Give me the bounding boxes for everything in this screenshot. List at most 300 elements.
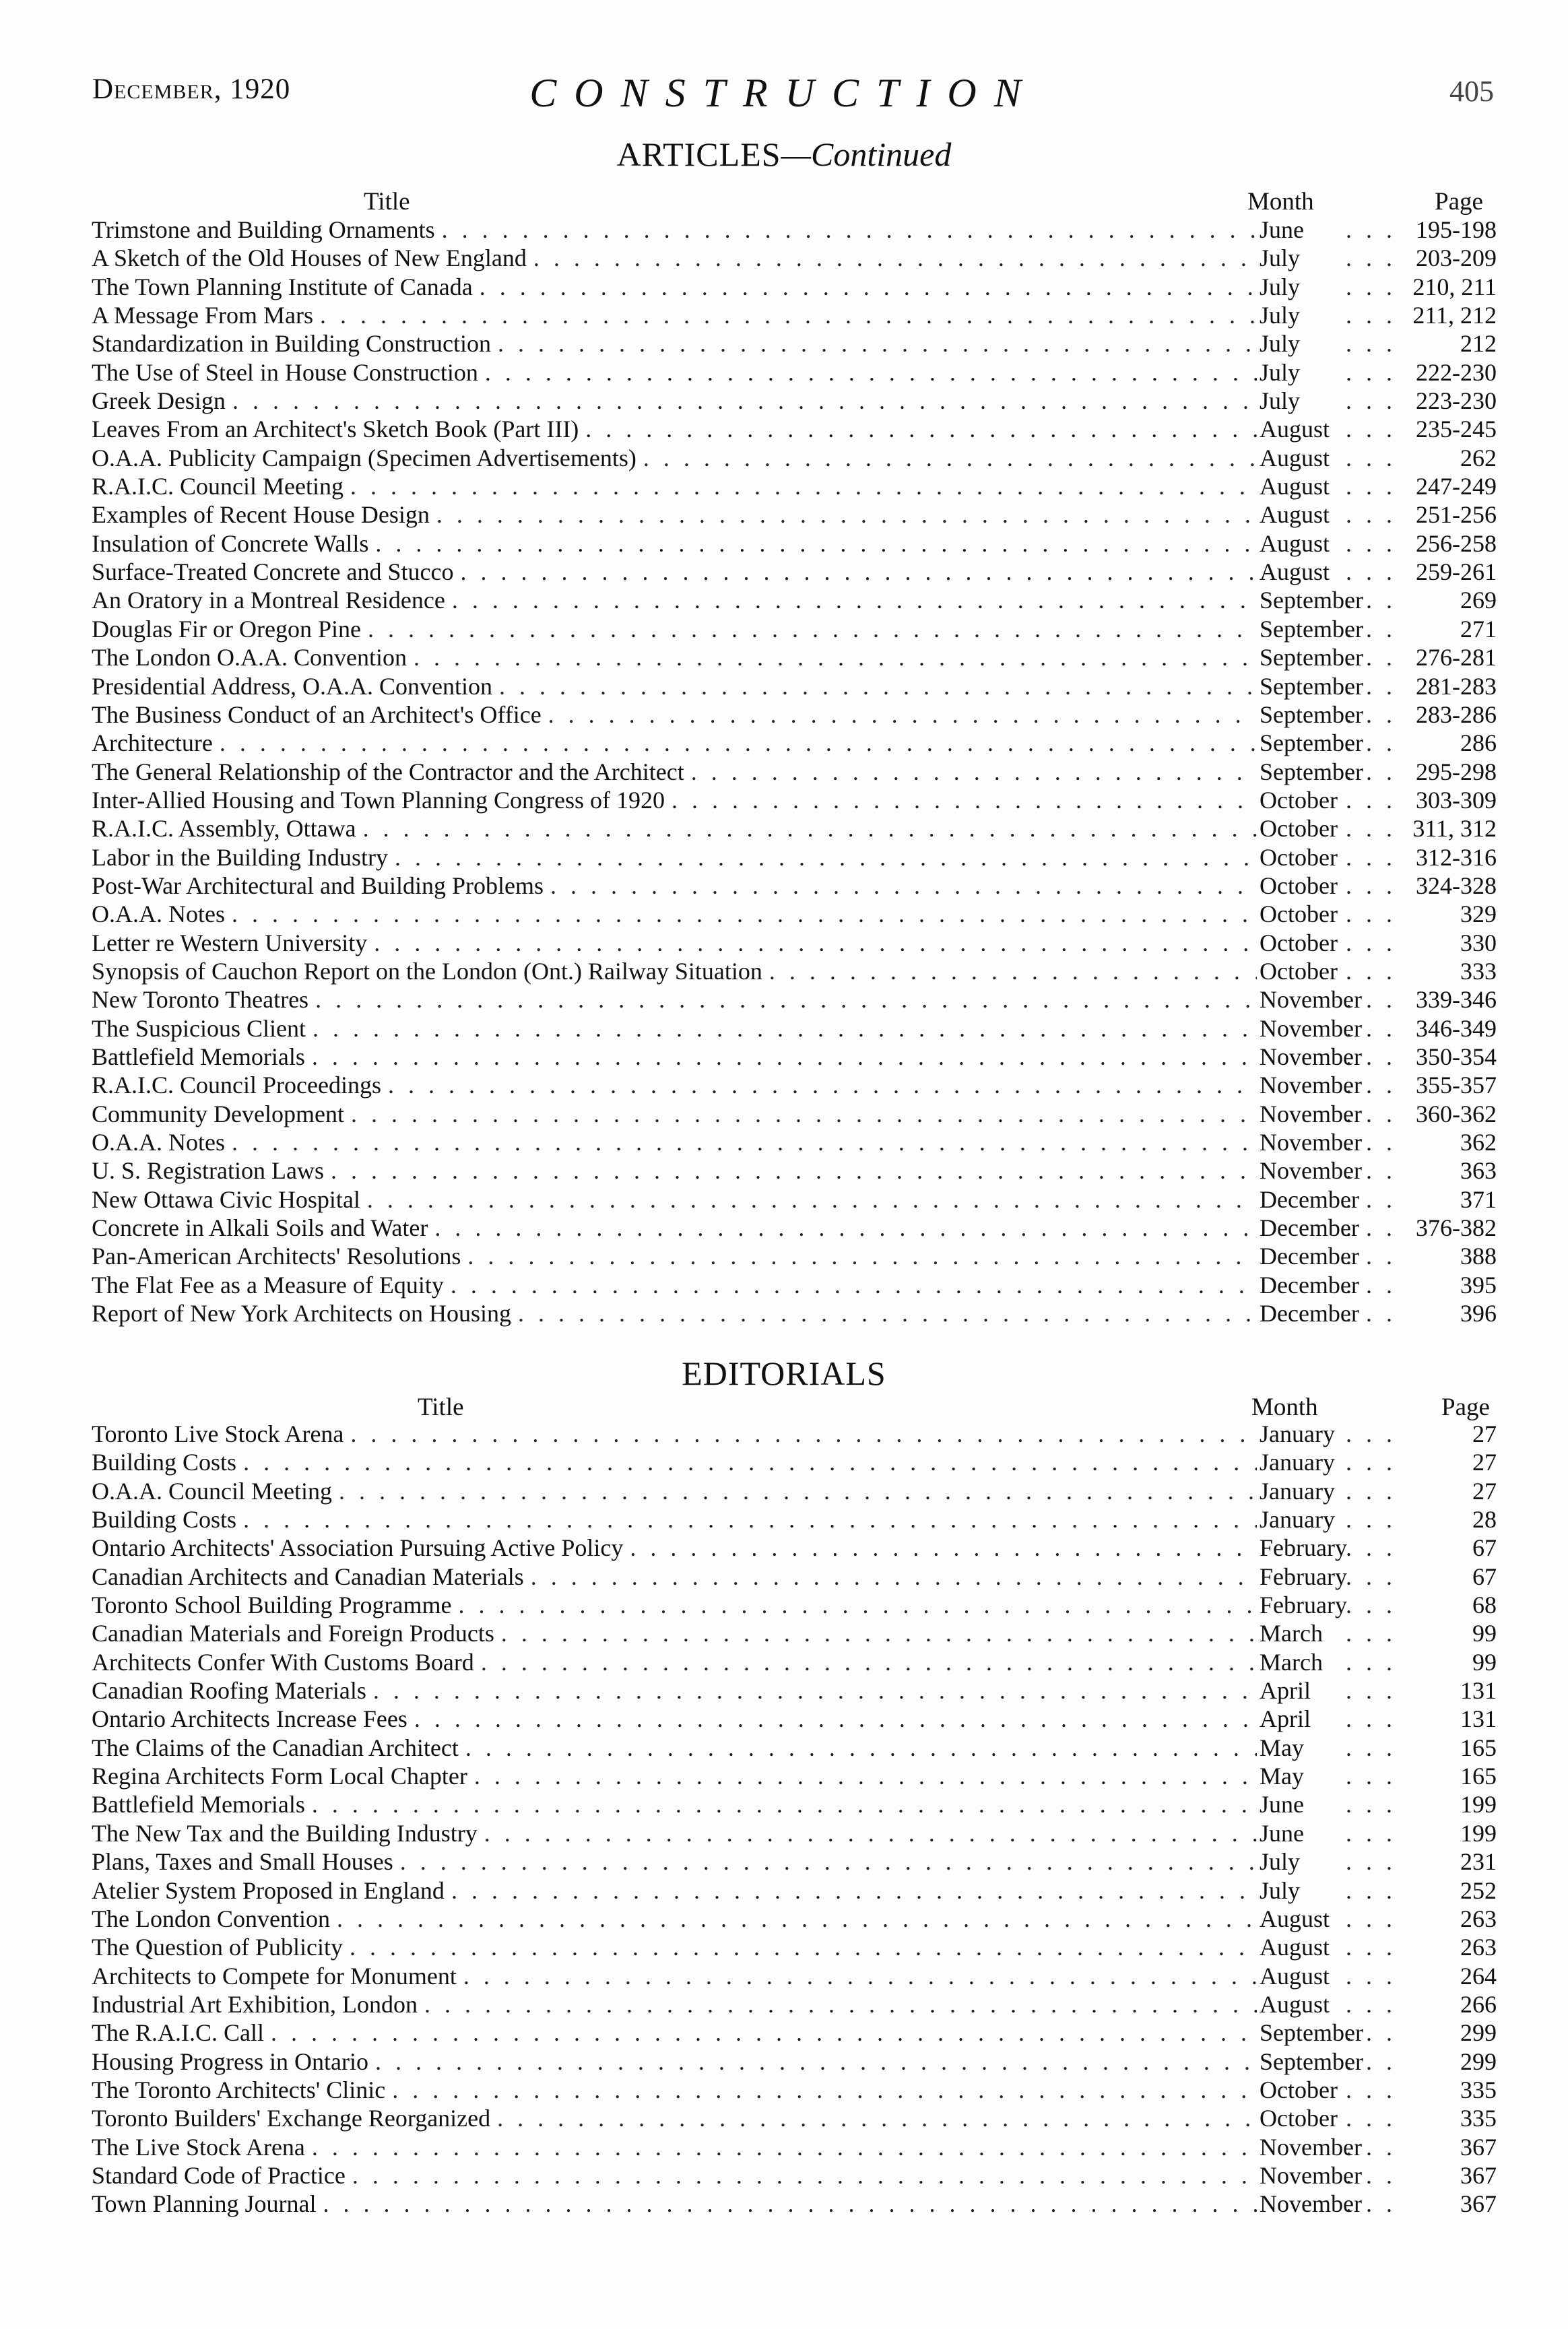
dot-leader (232, 387, 1257, 415)
dot-leader (367, 1185, 1257, 1214)
dot-leader (1346, 1563, 1396, 1591)
dot-leader (1346, 1847, 1396, 1876)
dot-leader (1346, 1299, 1396, 1327)
dot-leader (1346, 1876, 1396, 1905)
entry-month: December (1260, 1214, 1359, 1242)
index-row (92, 472, 1497, 500)
index-row (92, 1705, 1497, 1733)
entry-month: November (1260, 1043, 1362, 1070)
dot-leader (585, 415, 1257, 443)
entry-month: August (1260, 444, 1330, 471)
index-row (92, 1619, 1497, 1647)
entry-title: Regina Architects Form Local Chapter (92, 1763, 467, 1790)
entry-title: Industrial Art Exhibition, London (92, 1990, 418, 2018)
dot-leader (630, 1534, 1257, 1562)
entry-month: August (1260, 501, 1330, 529)
index-row (92, 1100, 1497, 1128)
index-row (92, 2076, 1497, 2104)
entry-month: July (1260, 358, 1301, 386)
dot-leader (331, 1156, 1257, 1185)
entry-page: 355-357 (1416, 1072, 1497, 1099)
entry-title: The Claims of the Canadian Architect (92, 1734, 459, 1761)
dot-leader (691, 758, 1257, 786)
index-row (92, 2104, 1497, 2132)
entry-page: 333 (1460, 957, 1497, 985)
entry-month: September (1260, 2019, 1363, 2047)
dot-leader (350, 472, 1257, 500)
dot-leader (1346, 244, 1396, 272)
entry-month: July (1260, 1876, 1301, 1904)
entry-month: December (1260, 1271, 1359, 1299)
dot-leader (1346, 672, 1396, 700)
entry-title: Greek Design (92, 387, 226, 415)
entry-page: 346-349 (1416, 1014, 1497, 1042)
entry-page: 276-281 (1416, 644, 1497, 671)
entry-month: March (1260, 1648, 1323, 1676)
dot-leader (1346, 1505, 1396, 1534)
entry-page: 27 (1472, 1449, 1497, 1476)
dot-leader (550, 872, 1257, 900)
index-row (92, 872, 1497, 900)
dot-leader (465, 1734, 1257, 1762)
entry-page: 262 (1460, 444, 1497, 471)
dot-leader (368, 615, 1257, 643)
dot-leader (1346, 2133, 1396, 2161)
dot-leader (312, 2133, 1257, 2161)
entry-title: A Message From Mars (92, 302, 313, 329)
entry-page: 165 (1460, 1734, 1497, 1761)
entry-title: The New Tax and the Building Industry (92, 1819, 478, 1847)
entry-month: January (1260, 1449, 1335, 1476)
entry-page: 27 (1472, 1477, 1497, 1505)
dot-leader (498, 329, 1257, 358)
entry-page: 266 (1460, 1990, 1497, 2018)
entry-month: October (1260, 843, 1338, 871)
index-row (92, 2190, 1497, 2218)
entry-title: Synopsis of Cauchon Report on the London (Ont.) Railway Situation (92, 957, 762, 985)
entry-month: July (1260, 302, 1301, 329)
dot-leader (1346, 1790, 1396, 1818)
dot-leader (1346, 1734, 1396, 1762)
index-row (92, 1591, 1497, 1619)
index-row (92, 1477, 1497, 1505)
dot-leader (395, 843, 1257, 872)
entry-month: September (1260, 644, 1363, 671)
entry-page: 312-316 (1416, 843, 1497, 871)
entry-month: November (1260, 2133, 1362, 2161)
dot-leader (1346, 615, 1396, 643)
dot-leader (1346, 472, 1396, 500)
dot-leader (1346, 1271, 1396, 1299)
dot-leader (1346, 1648, 1396, 1676)
entry-page: 339-346 (1416, 986, 1497, 1014)
index-row (92, 2161, 1497, 2190)
entry-title: New Toronto Theatres (92, 986, 309, 1014)
dot-leader (232, 900, 1257, 928)
entry-title: R.A.I.C. Council Meeting (92, 473, 344, 500)
articles-col-title: Title (364, 188, 410, 216)
entry-page: 362 (1460, 1129, 1497, 1156)
dot-leader (531, 1563, 1257, 1591)
entry-month: August (1260, 473, 1330, 500)
entry-title: Community Development (92, 1100, 344, 1127)
entry-title: Surface-Treated Concrete and Stucco (92, 558, 454, 586)
entry-title: A Sketch of the Old Houses of New England (92, 244, 527, 272)
entry-month: August (1260, 1934, 1330, 1961)
entry-title: Pan-American Architects' Resolutions (92, 1243, 461, 1270)
index-row (92, 529, 1497, 558)
entry-page: 223-230 (1416, 387, 1497, 415)
entry-title: Architects to Compete for Monument (92, 1962, 457, 1990)
entry-page: 396 (1460, 1300, 1497, 1327)
entry-month: February (1260, 1534, 1347, 1562)
entry-page: 295-298 (1416, 758, 1497, 785)
articles-col-month: Month (1247, 188, 1314, 216)
dot-leader (501, 1619, 1257, 1647)
entry-title: The General Relationship of the Contractor and the Architect (92, 758, 684, 785)
entry-month: October (1260, 815, 1338, 843)
entry-title: Inter-Allied Housing and Town Planning Congress of 1920 (92, 786, 665, 814)
entry-page: 264 (1460, 1962, 1497, 1990)
dot-leader (1346, 1014, 1396, 1043)
index-row (92, 1990, 1497, 2019)
dot-leader (350, 1933, 1257, 1961)
dot-leader (463, 1962, 1257, 1990)
dot-leader (485, 358, 1257, 387)
dot-leader (388, 1071, 1257, 1099)
entry-page: 388 (1460, 1243, 1497, 1270)
dot-leader (1346, 1819, 1396, 1847)
entry-page: 283-286 (1416, 700, 1497, 728)
entry-title: Letter re Western University (92, 929, 368, 956)
entry-page: 222-230 (1416, 358, 1497, 386)
entry-page: 335 (1460, 2076, 1497, 2103)
entry-page: 203-209 (1416, 244, 1497, 272)
dot-leader (363, 814, 1257, 843)
dot-leader (1346, 358, 1396, 387)
entry-page: 363 (1460, 1157, 1497, 1185)
articles-heading (0, 135, 1568, 174)
entry-page: 199 (1460, 1791, 1497, 1818)
dot-leader (373, 1676, 1257, 1705)
dot-leader (1346, 2019, 1396, 2047)
entry-title: Canadian Roofing Materials (92, 1677, 366, 1705)
entry-month: February (1260, 1563, 1347, 1590)
dot-leader (467, 1242, 1257, 1270)
entry-month: October (1260, 900, 1338, 928)
entry-page: 195-198 (1416, 216, 1497, 243)
entry-month: October (1260, 957, 1338, 985)
entry-page: 376-382 (1416, 1214, 1497, 1242)
entry-title: Atelier System Proposed in England (92, 1876, 445, 1904)
dot-leader (1346, 700, 1396, 729)
dot-leader (352, 2161, 1257, 2190)
editorials-col-title: Title (418, 1393, 464, 1421)
index-row (92, 1071, 1497, 1099)
entry-month: June (1260, 216, 1304, 243)
entry-month: January (1260, 1420, 1335, 1447)
dot-leader (320, 301, 1257, 329)
entry-page: 367 (1460, 2161, 1497, 2189)
index-row (92, 301, 1497, 329)
dot-leader (1346, 444, 1396, 472)
entry-month: September (1260, 729, 1363, 757)
dot-leader (414, 1705, 1257, 1733)
dot-leader (1346, 2161, 1396, 2190)
entry-month: January (1260, 1477, 1335, 1505)
entry-page: 251-256 (1416, 501, 1497, 529)
dot-leader (400, 1847, 1257, 1876)
journal-title: CONSTRUCTION (529, 71, 1039, 115)
dot-leader (1346, 1185, 1396, 1214)
entry-page: 210, 211 (1412, 273, 1497, 300)
entry-title: The London O.A.A. Convention (92, 644, 407, 671)
dot-leader (350, 1420, 1257, 1448)
dot-leader (374, 929, 1257, 957)
index-row (92, 1156, 1497, 1185)
entry-month: May (1260, 1763, 1304, 1790)
page-number: 405 (1449, 75, 1494, 108)
entry-month: September (1260, 672, 1363, 700)
index-row (92, 786, 1497, 814)
entry-page: 324-328 (1416, 872, 1497, 899)
index-row (92, 1734, 1497, 1762)
entry-title: Battlefield Memorials (92, 1043, 305, 1070)
index-row (92, 1876, 1497, 1905)
dot-leader (460, 558, 1257, 586)
dot-leader (1346, 2104, 1396, 2132)
dot-leader (232, 1128, 1257, 1156)
articles-list (92, 216, 1497, 1327)
entry-title: Canadian Materials and Foreign Products (92, 1620, 494, 1647)
entry-month: August (1260, 1905, 1330, 1932)
entry-month: August (1260, 1990, 1330, 2018)
index-row (92, 1534, 1497, 1562)
dot-leader (1346, 843, 1396, 872)
index-row (92, 1448, 1497, 1476)
dot-leader (375, 529, 1257, 558)
index-row (92, 273, 1497, 301)
entry-title: Ontario Architects Increase Fees (92, 1705, 407, 1733)
index-row (92, 1648, 1497, 1676)
entry-month: September (1260, 615, 1363, 643)
index-row (92, 1962, 1497, 1990)
index-row (92, 1271, 1497, 1299)
entry-title: Toronto Live Stock Arena (92, 1420, 344, 1447)
entry-title: Battlefield Memorials (92, 1791, 305, 1818)
entry-title: Leaves From an Architect's Sketch Book (Part III) (92, 416, 579, 443)
entry-title: Toronto Builders' Exchange Reorganized (92, 2105, 491, 2132)
dot-leader (351, 1100, 1257, 1128)
dot-leader (392, 2076, 1257, 2104)
entry-title: The R.A.I.C. Call (92, 2019, 264, 2047)
entry-title: U. S. Registration Laws (92, 1157, 324, 1185)
index-row (92, 1505, 1497, 1534)
entry-month: October (1260, 786, 1338, 814)
entry-month: February (1260, 1592, 1347, 1619)
entry-title: Toronto School Building Programme (92, 1592, 452, 1619)
index-row (92, 586, 1497, 614)
dot-leader (480, 273, 1257, 301)
index-row (92, 2019, 1497, 2047)
entry-month: June (1260, 1791, 1304, 1818)
index-row (92, 1185, 1497, 1214)
entry-month: November (1260, 1157, 1362, 1185)
dot-leader (1346, 758, 1396, 786)
entry-title: The Question of Publicity (92, 1934, 343, 1961)
index-row (92, 1299, 1497, 1327)
entry-title: Canadian Architects and Canadian Materials (92, 1563, 524, 1590)
dot-leader (243, 1505, 1257, 1534)
entry-month: November (1260, 1100, 1362, 1127)
index-row (92, 1242, 1497, 1270)
editorials-heading: EDITORIALS (682, 1354, 886, 1392)
entry-title: R.A.I.C. Council Proceedings (92, 1072, 381, 1099)
entry-page: 247-249 (1416, 473, 1497, 500)
editorials-col-page: Page (1441, 1393, 1490, 1421)
dot-leader (452, 586, 1257, 614)
entry-month: October (1260, 2076, 1338, 2103)
entry-title: Presidential Address, O.A.A. Convention (92, 672, 492, 700)
entry-title: Trimstone and Building Ornaments (92, 216, 435, 243)
entry-month: October (1260, 2105, 1338, 2132)
dot-leader (1346, 1619, 1396, 1647)
dot-leader (672, 786, 1257, 814)
entry-title: Insulation of Concrete Walls (92, 529, 369, 557)
dot-leader (1346, 1128, 1396, 1156)
dot-leader (1346, 2076, 1396, 2104)
index-row (92, 244, 1497, 272)
entry-title: The Live Stock Arena (92, 2133, 305, 2161)
index-row (92, 643, 1497, 671)
entry-title: Building Costs (92, 1449, 237, 1476)
dot-leader (1346, 1214, 1396, 1242)
entry-month: July (1260, 330, 1301, 358)
entry-month: July (1260, 273, 1301, 300)
entry-page: 371 (1460, 1185, 1497, 1213)
dot-leader (312, 1043, 1257, 1071)
entry-month: October (1260, 872, 1338, 899)
dot-leader (313, 1014, 1257, 1043)
entry-page: 235-245 (1416, 416, 1497, 443)
index-row (92, 957, 1497, 985)
entry-month: May (1260, 1734, 1304, 1761)
entry-title: O.A.A. Publicity Campaign (Specimen Advertisements) (92, 444, 636, 471)
dot-leader (1346, 1043, 1396, 1071)
index-row (92, 929, 1497, 957)
articles-heading-main: ARTICLES (616, 135, 781, 173)
dot-leader (548, 700, 1257, 729)
entry-month: October (1260, 929, 1338, 956)
entry-month: August (1260, 1962, 1330, 1990)
entry-page: 360-362 (1416, 1100, 1497, 1127)
index-row (92, 1905, 1497, 1933)
dot-leader (1346, 586, 1396, 614)
entry-page: 28 (1472, 1506, 1497, 1534)
entry-month: December (1260, 1300, 1359, 1327)
dot-leader (1346, 872, 1396, 900)
dot-leader (1346, 2190, 1396, 2218)
entry-month: June (1260, 1819, 1304, 1847)
index-row (92, 758, 1497, 786)
entry-page: 259-261 (1416, 558, 1497, 586)
dot-leader (315, 985, 1257, 1014)
dot-leader (414, 643, 1257, 671)
entry-month: July (1260, 1848, 1301, 1876)
entry-title: Plans, Taxes and Small Houses (92, 1848, 393, 1876)
dot-leader (1346, 957, 1396, 985)
index-row (92, 729, 1497, 757)
dot-leader (1346, 273, 1396, 301)
entry-page: 68 (1472, 1592, 1497, 1619)
entry-title: Labor in the Building Industry (92, 843, 388, 871)
index-row (92, 2047, 1497, 2076)
entry-page: 99 (1472, 1648, 1497, 1676)
entry-title: Report of New York Architects on Housing (92, 1300, 511, 1327)
editorials-col-month: Month (1251, 1393, 1318, 1421)
index-row (92, 985, 1497, 1014)
dot-leader (481, 1648, 1257, 1676)
entry-page: 335 (1460, 2105, 1497, 2132)
entry-month: January (1260, 1506, 1335, 1534)
index-row (92, 1819, 1497, 1847)
entry-month: November (1260, 1129, 1362, 1156)
index-row (92, 1847, 1497, 1876)
entry-month: November (1260, 2161, 1362, 2189)
entry-page: 211, 212 (1412, 302, 1497, 329)
index-row (92, 358, 1497, 387)
entry-month: September (1260, 700, 1363, 728)
entry-page: 67 (1472, 1534, 1497, 1562)
entry-title: The Flat Fee as a Measure of Equity (92, 1271, 444, 1299)
entry-page: 199 (1460, 1819, 1497, 1847)
entry-title: O.A.A. Notes (92, 1129, 225, 1156)
entry-page: 263 (1460, 1934, 1497, 1961)
entry-month: August (1260, 416, 1330, 443)
dot-leader (1346, 500, 1396, 529)
entry-page: 367 (1460, 2133, 1497, 2161)
index-row (92, 1420, 1497, 1448)
dot-leader (1346, 1933, 1396, 1961)
dot-leader (1346, 1156, 1396, 1185)
index-row (92, 1790, 1497, 1818)
dot-leader (434, 1214, 1257, 1242)
entry-page: 231 (1460, 1848, 1497, 1876)
entry-page: 212 (1460, 330, 1497, 358)
entry-page: 311, 312 (1412, 815, 1497, 843)
dot-leader (1346, 301, 1396, 329)
index-row (92, 1014, 1497, 1043)
index-row (92, 1933, 1497, 1961)
entry-title: The Toronto Architects' Clinic (92, 2076, 386, 2103)
dot-leader (339, 1477, 1257, 1505)
index-row (92, 900, 1497, 928)
dot-leader (1346, 529, 1396, 558)
dot-leader (533, 244, 1257, 272)
dot-leader (474, 1762, 1257, 1790)
entry-month: August (1260, 529, 1330, 557)
entry-title: Standard Code of Practice (92, 2161, 346, 2189)
dot-leader (1346, 1534, 1396, 1562)
entry-page: 286 (1460, 729, 1497, 757)
entry-month: August (1260, 558, 1330, 586)
entry-title: Post-War Architectural and Building Problems (92, 872, 544, 899)
entry-month: September (1260, 2047, 1363, 2075)
entry-page: 303-309 (1416, 786, 1497, 814)
entry-page: 256-258 (1416, 529, 1497, 557)
dot-leader (1346, 1705, 1396, 1733)
index-row (92, 1128, 1497, 1156)
